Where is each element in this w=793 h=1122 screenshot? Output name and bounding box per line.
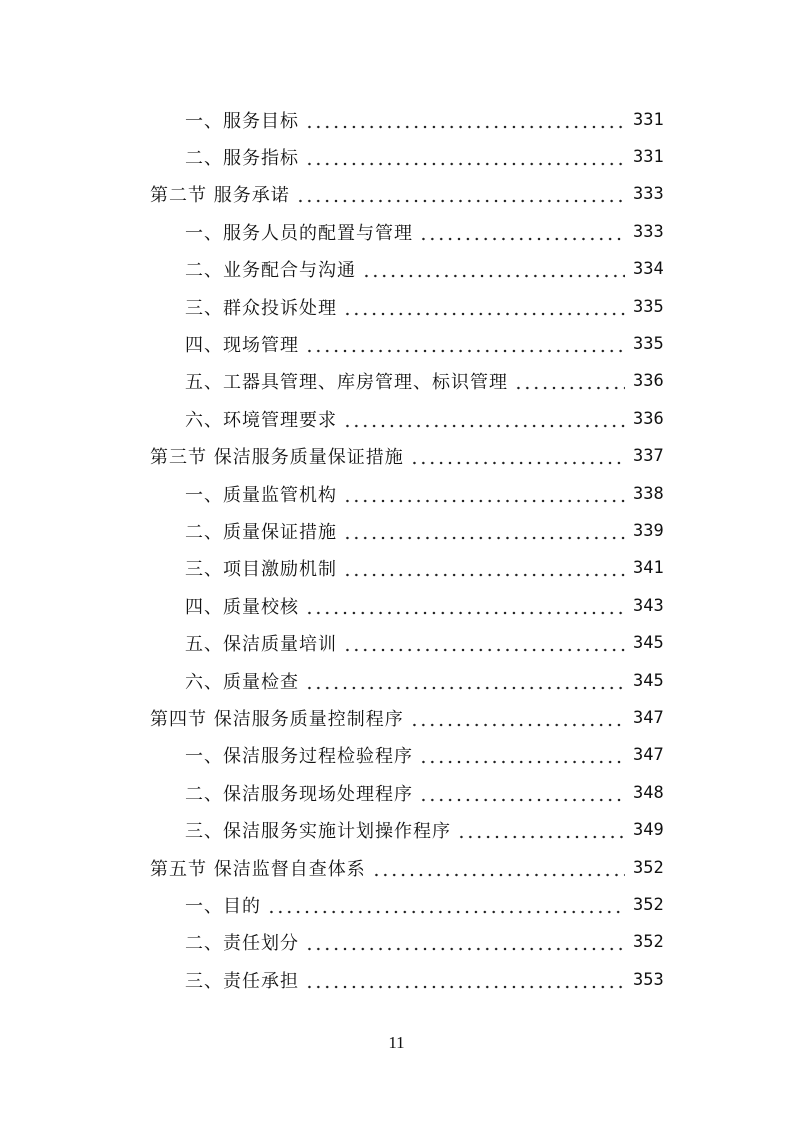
toc-entry-page: 331 xyxy=(633,147,664,168)
toc-entry[interactable] xyxy=(0,325,793,362)
dot-leader xyxy=(343,559,625,577)
toc-entry[interactable] xyxy=(0,587,793,624)
dot-leader xyxy=(305,111,625,129)
toc-entry-page: 345 xyxy=(633,633,664,654)
toc-entry[interactable] xyxy=(0,512,793,549)
dot-leader xyxy=(343,485,625,503)
dot-leader xyxy=(305,335,625,353)
dot-leader xyxy=(296,185,625,203)
toc-entry-label: 一、保洁服务过程检验程序 xyxy=(185,746,413,768)
toc-entry[interactable] xyxy=(0,774,793,811)
dot-leader xyxy=(343,410,625,428)
toc-entry-page: 339 xyxy=(633,520,664,541)
toc-entry-page: 337 xyxy=(633,446,664,467)
toc-entry[interactable] xyxy=(0,737,793,774)
toc-entry-label: 四、质量校核 xyxy=(185,596,299,618)
toc-entry-page: 347 xyxy=(633,745,664,766)
toc-entry-label: 五、保洁质量培训 xyxy=(185,634,337,656)
toc-entry-label: 一、质量监管机构 xyxy=(185,484,337,506)
toc-entry-label: 第五节 保洁监督自查体系 xyxy=(150,858,366,880)
toc-entry-label: 二、保洁服务现场处理程序 xyxy=(185,783,413,805)
toc-entry[interactable] xyxy=(0,961,793,998)
toc-entry-label: 一、服务目标 xyxy=(185,110,299,132)
toc-entry[interactable] xyxy=(0,886,793,923)
dot-leader xyxy=(305,933,625,951)
toc-entry-page: 353 xyxy=(633,969,664,990)
toc-entry[interactable] xyxy=(0,662,793,699)
toc-entry[interactable] xyxy=(0,438,793,475)
toc-entry-page: 335 xyxy=(633,334,664,355)
toc-entry-page: 352 xyxy=(633,932,664,953)
toc-entry-label: 第三节 保洁服务质量保证措施 xyxy=(150,447,404,469)
dot-leader xyxy=(410,447,625,465)
dot-leader xyxy=(267,896,625,914)
page-number: 11 xyxy=(388,1033,405,1052)
toc-entry-page: 333 xyxy=(633,184,664,205)
toc-entry-page: 352 xyxy=(633,857,664,878)
toc-entry-label: 三、保洁服务实施计划操作程序 xyxy=(185,821,451,843)
toc-entry-label: 二、业务配合与沟通 xyxy=(185,260,356,282)
toc-entry[interactable] xyxy=(0,924,793,961)
dot-leader xyxy=(419,746,625,764)
toc-entry[interactable] xyxy=(0,400,793,437)
toc-entry-page: 343 xyxy=(633,595,664,616)
toc-entry[interactable] xyxy=(0,699,793,736)
toc-entry[interactable] xyxy=(0,550,793,587)
dot-leader xyxy=(419,784,625,802)
dot-leader xyxy=(305,672,625,690)
toc-entry-label: 二、质量保证措施 xyxy=(185,521,337,543)
toc-entry-page: 349 xyxy=(633,820,664,841)
table-of-contents xyxy=(0,101,793,998)
toc-entry-page: 348 xyxy=(633,782,664,803)
toc-entry-label: 六、环境管理要求 xyxy=(185,409,337,431)
dot-leader xyxy=(343,522,625,540)
toc-entry-label: 第四节 保洁服务质量控制程序 xyxy=(150,708,404,730)
toc-entry-page: 334 xyxy=(633,259,664,280)
dot-leader xyxy=(305,148,625,166)
toc-entry-page: 331 xyxy=(633,109,664,130)
toc-entry-label: 一、服务人员的配置与管理 xyxy=(185,222,413,244)
toc-entry[interactable] xyxy=(0,213,793,250)
toc-entry-label: 一、目的 xyxy=(185,895,261,917)
toc-entry-label: 四、现场管理 xyxy=(185,335,299,357)
toc-entry[interactable] xyxy=(0,101,793,138)
dot-leader xyxy=(457,821,625,839)
toc-entry-page: 335 xyxy=(633,296,664,317)
toc-entry-page: 336 xyxy=(633,408,664,429)
toc-entry-label: 六、质量检查 xyxy=(185,671,299,693)
toc-entry-page: 347 xyxy=(633,707,664,728)
toc-entry-label: 二、责任划分 xyxy=(185,933,299,955)
toc-entry-page: 352 xyxy=(633,894,664,915)
dot-leader xyxy=(343,298,625,316)
dot-leader xyxy=(514,372,625,390)
toc-entry-label: 第二节 服务承诺 xyxy=(150,185,290,207)
dot-leader xyxy=(372,859,625,877)
toc-entry-label: 二、服务指标 xyxy=(185,148,299,170)
toc-entry-label: 五、工器具管理、库房管理、标识管理 xyxy=(185,372,508,394)
toc-entry-page: 341 xyxy=(633,558,664,579)
toc-entry-page: 345 xyxy=(633,670,664,691)
toc-entry[interactable] xyxy=(0,176,793,213)
dot-leader xyxy=(305,597,625,615)
dot-leader xyxy=(305,971,625,989)
toc-entry[interactable] xyxy=(0,624,793,661)
dot-leader xyxy=(419,223,625,241)
toc-entry-label: 三、项目激励机制 xyxy=(185,559,337,581)
toc-entry[interactable] xyxy=(0,363,793,400)
toc-entry[interactable] xyxy=(0,811,793,848)
toc-entry-page: 333 xyxy=(633,221,664,242)
toc-entry-page: 338 xyxy=(633,483,664,504)
dot-leader xyxy=(343,634,625,652)
dot-leader xyxy=(410,709,625,727)
toc-entry-page: 336 xyxy=(633,371,664,392)
dot-leader xyxy=(362,260,625,278)
toc-entry[interactable] xyxy=(0,475,793,512)
toc-entry[interactable] xyxy=(0,849,793,886)
toc-entry[interactable] xyxy=(0,288,793,325)
toc-entry-label: 三、群众投诉处理 xyxy=(185,297,337,319)
toc-entry[interactable] xyxy=(0,138,793,175)
toc-entry[interactable] xyxy=(0,251,793,288)
toc-entry-label: 三、责任承担 xyxy=(185,970,299,992)
